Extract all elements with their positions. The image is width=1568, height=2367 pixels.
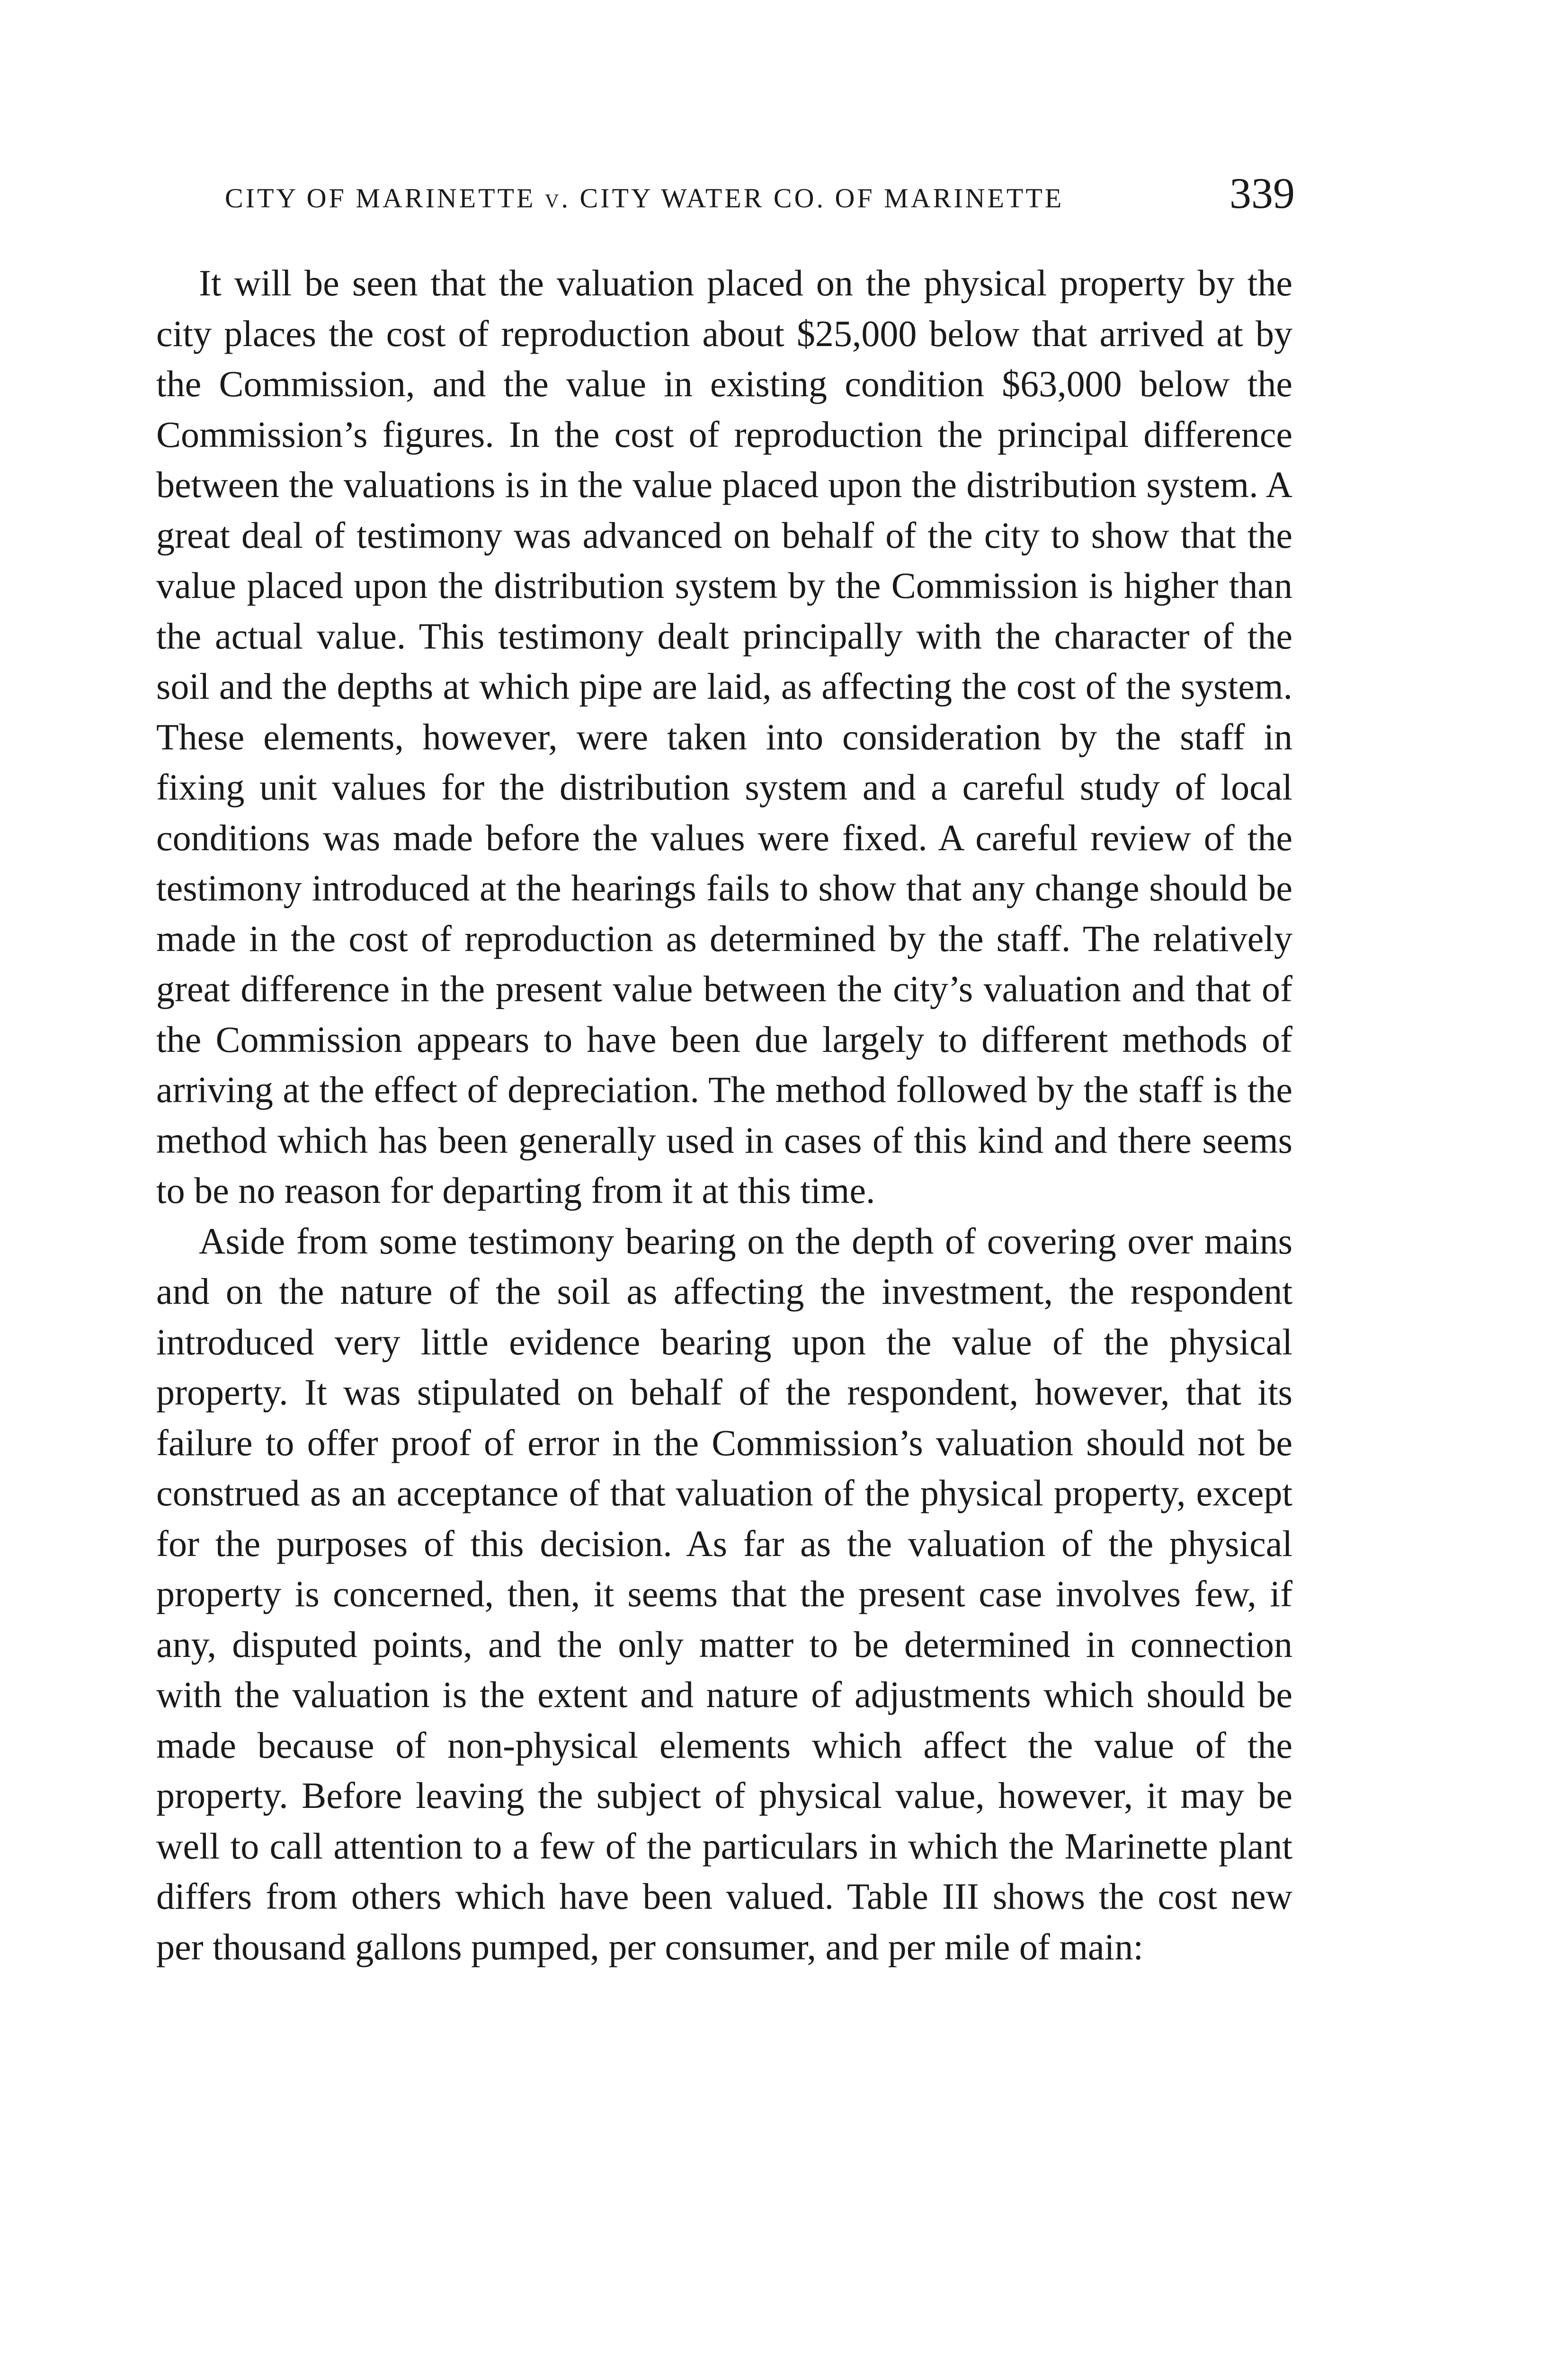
running-head: CITY OF MARINETTE v. CITY WATER CO. OF MARINETTE [225, 183, 1064, 214]
paragraph-1: It will be seen that the valuation placed on the physical property by the city places the cost of reproduction about $25,000 below that arrived at by the Commission, and the value in existing condition $63,000 below the Commission’s figures. In the cost of reproduction the principal difference between the valuations is in the value placed upon the distribution system. A great deal of testimony was advanced on behalf of the city to show that the value placed upon the distribution system by the Commission is higher than the actual value. This testimony dealt principally with the character of the soil and the depths at which pipe are laid, as affecting the cost of the system. These elements, however, were taken into consideration by the staff in fixing unit values for the distribution system and a careful study of local conditions was made before the values were fixed. A careful review of the testimony introduced at the hearings fails to show that any change should be made in the cost of reproduction as determined by the staff. The relatively great difference in the present value between the city’s valuation and that of the Commission appears to have been due largely to different methods of arriving at the effect of depreciation. The method followed by the staff is the method which has been generally used in cases of this kind and there seems to be no reason for departing from it at this time. [156, 262, 1292, 1211]
paragraph-2: Aside from some testimony bearing on the depth of covering over mains and on the nature of the soil as affecting the investment, the respondent introduced very little evidence bearing upon the value of the physical property. It was stipulated on behalf of the respondent, however, that its failure to offer proof of error in the Commission’s valuation should not be construed as an acceptance of that valuation of the physical property, except for the purposes of this decision. As far as the valuation of the physical property is concerned, then, it seems that the present case involves few, if any, disputed points, and the only matter to be determined in connection with the valuation is the extent and nature of adjustments which should be made because of non-physical elements which affect the value of the property. Before leaving the subject of physical value, however, it may be well to call attention to a few of the particulars in which the Marinette plant differs from others which have been valued. Table III shows the cost new per thousand gallons pumped, per consumer, and per mile of main: [156, 1220, 1292, 1967]
page-number: 339 [1229, 169, 1295, 217]
page-header [225, 163, 1295, 220]
body-text [156, 258, 1292, 1972]
